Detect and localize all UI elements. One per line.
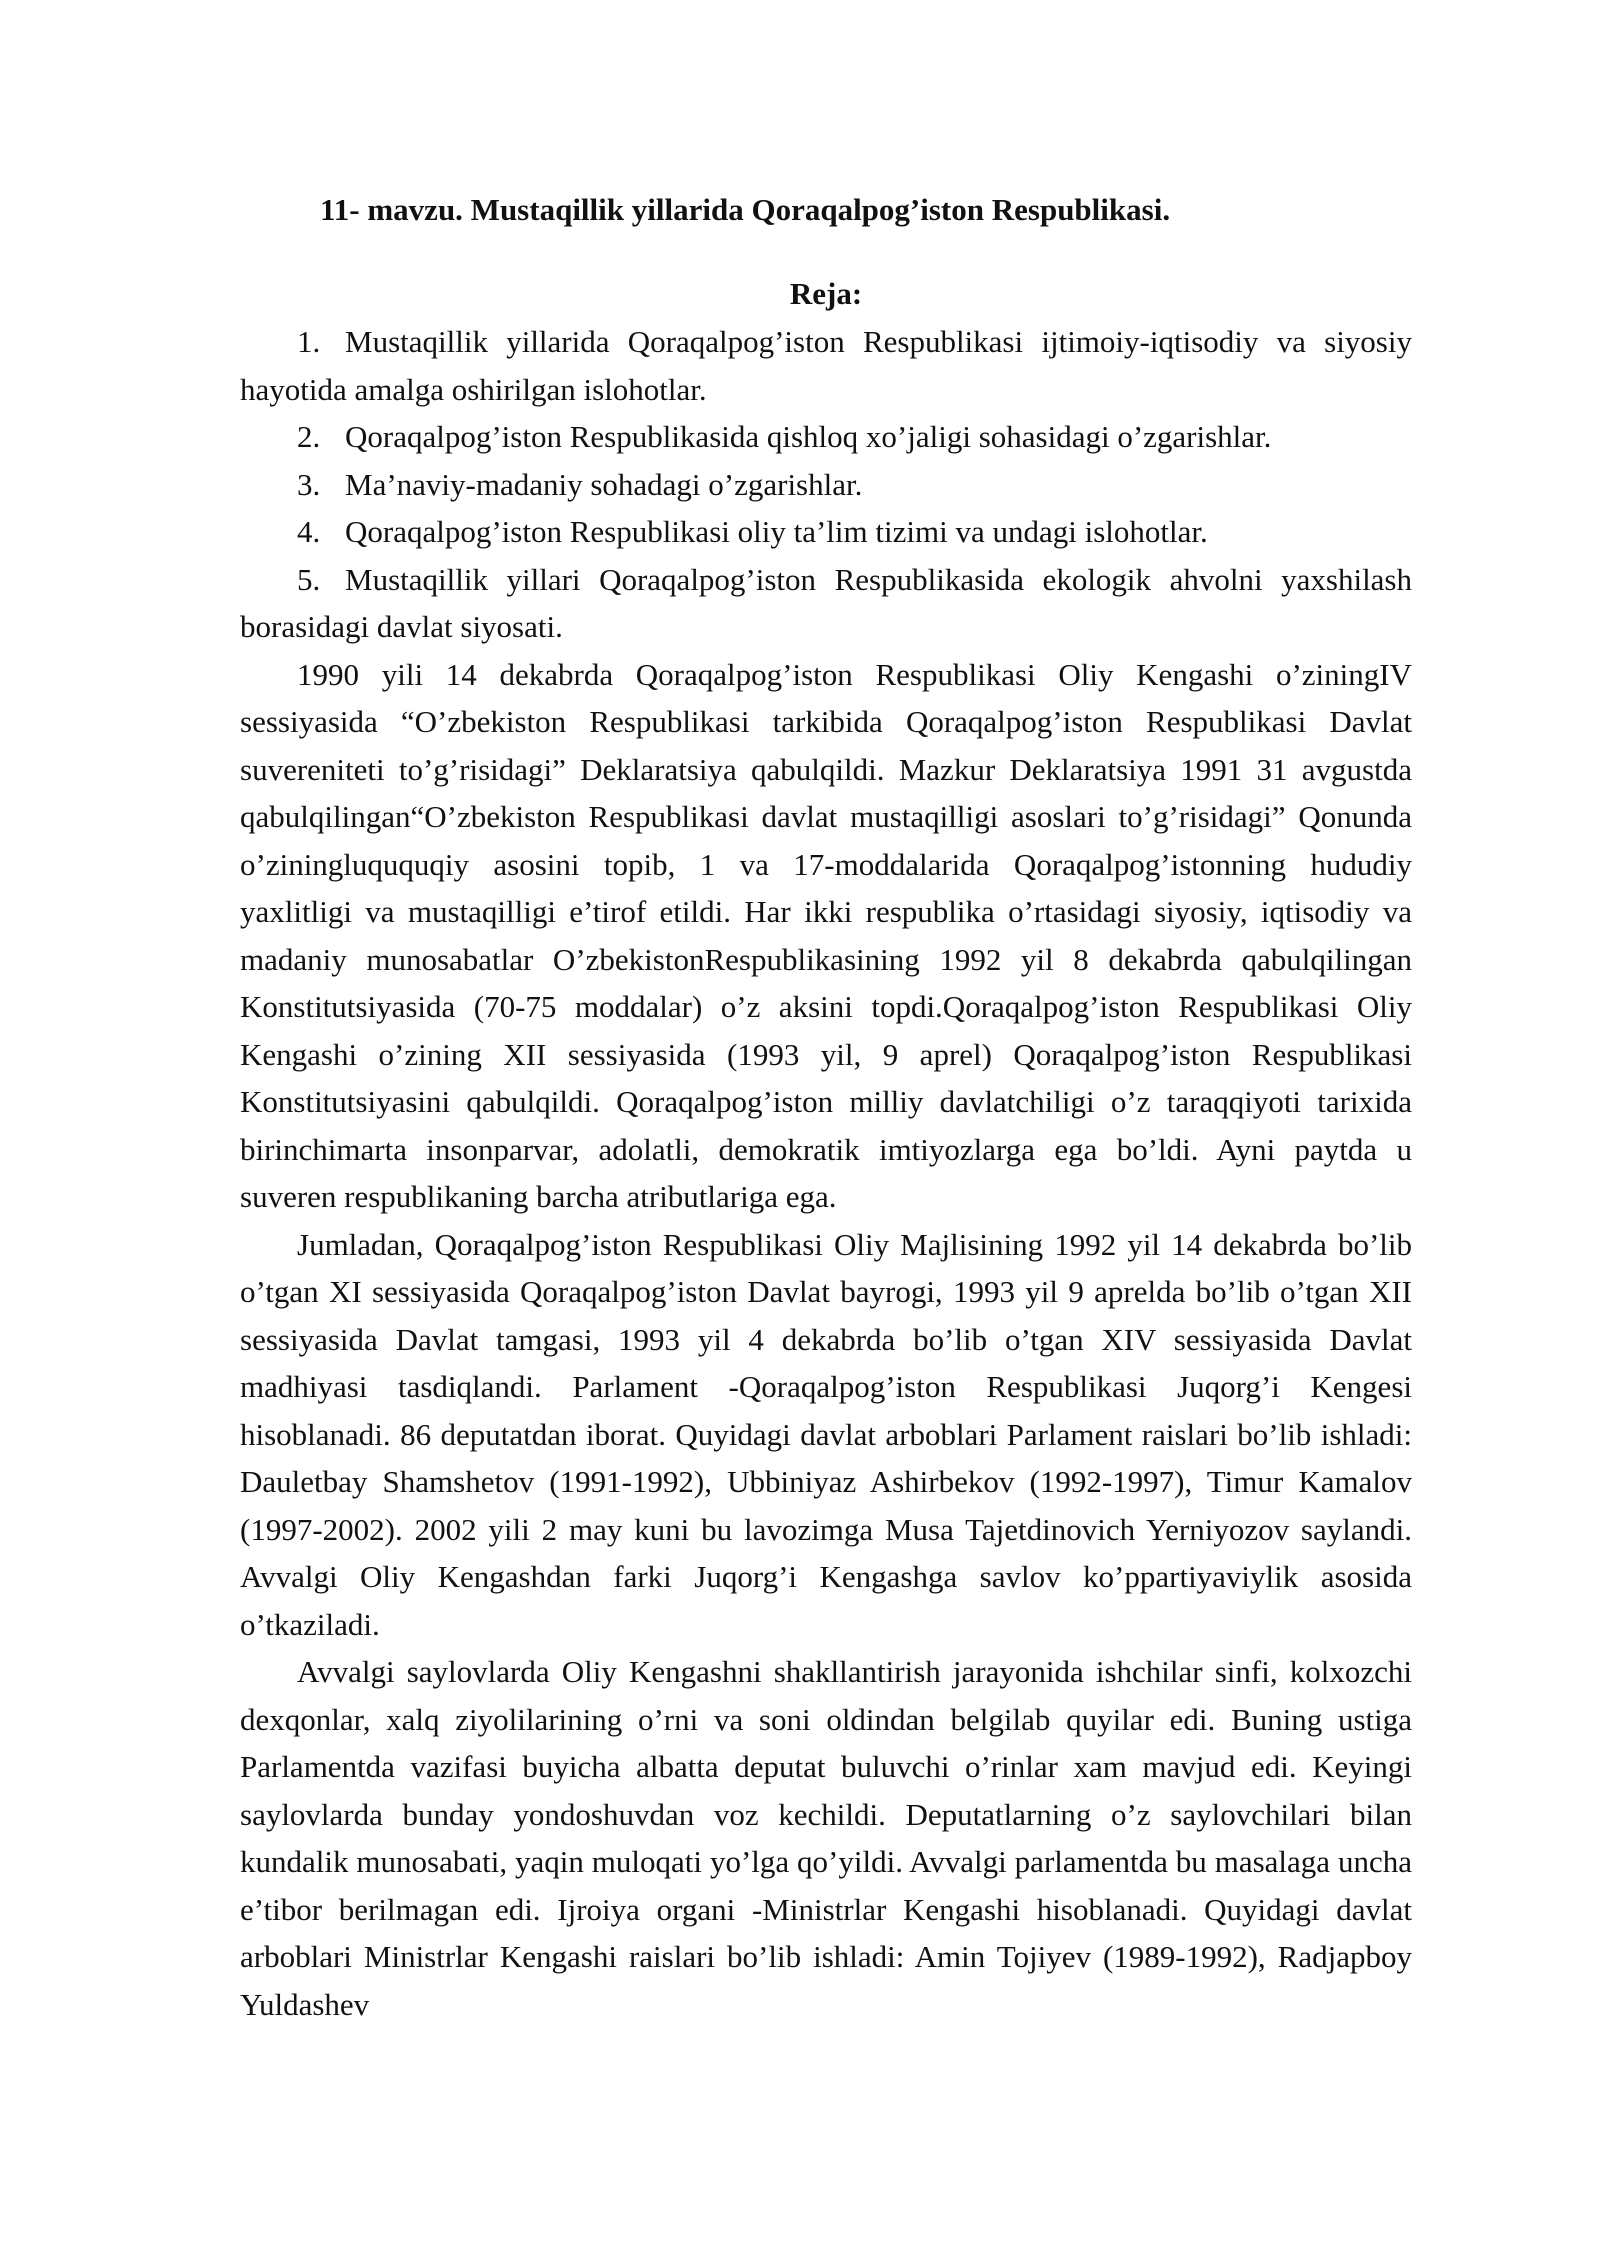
plan-item <box>240 461 1412 509</box>
plan-heading: Reja: <box>789 276 863 311</box>
plan-item-text: Mustaqillik yillari Qoraqalpog’iston Respublikasida ekologik ahvolni yaxshilash borasidagi davlat siyosati. <box>240 561 1412 644</box>
plan-item <box>240 556 1412 651</box>
plan-item-text: Qoraqalpog’iston Respublikasida qishloq xo’jaligi sohasidagi o’zgarishlar. <box>345 419 1272 454</box>
body-paragraph: Avvalgi saylovlarda Oliy Kengashni shakllantirish jarayonida ishchilar sinfi, kolxozchi dexqonlar, xalq ziyolilarining o’rni va soni oldindan belgilab quyilar edi. Buning ustiga Parlamentda vazifasi buyicha albatta deputat buluvchi o’rinlar xam mavjud edi. Keyingi saylovlarda bunday yondoshuvdan voz kechildi. Deputatlarning o’z saylovchilari bilan kundalik munosabati, yaqin muloqati yo’lga qo’yildi. Avvalgi parlamentda bu masalaga uncha e’tibor berilmagan edi. Ijroiya organi -Ministrlar Kengashi hisoblanadi. Quyidagi davlat arboblari Ministrlar Kengashi raislari bo’lib ishladi: Amin Tojiyev (1989-1992), Radjapboy Yuldashev <box>240 1654 1412 2022</box>
plan-item <box>240 508 1412 556</box>
plan-item-number: 5. <box>297 561 321 597</box>
document-page <box>240 190 1412 2028</box>
plan-item-text: Ma’naviy-madaniy sohadagi o’zgarishlar. <box>345 466 863 502</box>
plan-item-number: 1. <box>297 324 321 359</box>
document-title: 11- mavzu. Mustaqillik yillarida Qoraqalpog’iston Respublikasi. <box>320 192 1171 227</box>
plan-item <box>240 413 1412 461</box>
body-paragraph: Jumladan, Qoraqalpog’iston Respublikasi Oliy Majlisining 1992 yil 14 dekabrda bo’lib o’tgan XI sessiyasida Qoraqalpog’iston Davlat bayrogi, 1993 yil 9 aprelda bo’lib o’tgan XII sessiyasida Davlat tamgasi, 1993 yil 4 dekabrda bo’lib o’tgan XIV sessiyasida Davlat madhiyasi tasdiqlandi. Parlament -Qoraqalpog’iston Respublikasi Juqorg’i Kengesi hisoblanadi. 86 deputatdan iborat. Quyidagi davlat arboblari Parlament raislari bo’lib ishladi: Dauletbay Shamshetov (1991-1992), Ubbiniyaz Ashirbekov (1992-1997), Timur Kamalov (1997-2002). 2002 yili 2 may kuni bu lavozimga Musa Tajetdinovich Yerniyozov saylandi. Avvalgi Oliy Kengashdan farki Juqorg’i Kengashga savlov ko’ppartiyaviylik asosida o’tkaziladi. <box>240 1226 1412 1642</box>
plan-item-text: Mustaqillik yillarida Qoraqalpog’iston Respublikasi ijtimoiy-iqtisodiy va siyosiy hayotida amalga oshirilgan islohotlar. <box>240 324 1412 407</box>
plan-item-number: 4. <box>297 514 321 549</box>
body-paragraph: 1990 yili 14 dekabrda Qoraqalpog’iston Respublikasi Oliy Kengashi o’ziningIV sessiyasida “O’zbekiston Respublikasi tarkibida Qoraqalpog’iston Respublikasi Davlat suvereniteti to’g’risidagi” Deklaratsiya qabulqildi. Mazkur Deklaratsiya 1991 31 avgustda qabulqilingan“O’zbekiston Respublikasi davlat mustaqilligi asoslari to’g’risidagi” Qonunda o’ziningluququqiy asosini topib, 1 va 17-moddalarida Qoraqalpog’istonning hududiy yaxlitligi va mustaqilligi e’tirof etildi. Har ikki respublika o’rtasidagi siyosiy, iqtisodiy va madaniy munosabatlar O’zbekistonRespublikasining 1992 yil 8 dekabrda qabulqilingan Konstitutsiyasida (70-75 moddalar) o’z aksini topdi.Qoraqalpog’iston Respublikasi Oliy Kengashi o’zining XII sessiyasida (1993 yil, 9 aprel) Qoraqalpog’iston Respublikasi Konstitutsiyasini qabulqildi. Qoraqalpog’iston milliy davlatchiligi o’z taraqqiyoti tarixida birinchimarta insonparvar, adolatli, demokratik imtiyozlarga ega bo’ldi. Ayni paytda u suveren respublikaning barcha atributlariga ega. <box>240 656 1412 1214</box>
plan-list <box>240 318 1412 651</box>
plan-item-text: Qoraqalpog’iston Respublikasi oliy ta’lim tizimi va undagi islohotlar. <box>345 514 1208 549</box>
plan-item-number: 3. <box>297 466 321 502</box>
plan-item-number: 2. <box>297 419 321 454</box>
plan-item <box>240 318 1412 413</box>
